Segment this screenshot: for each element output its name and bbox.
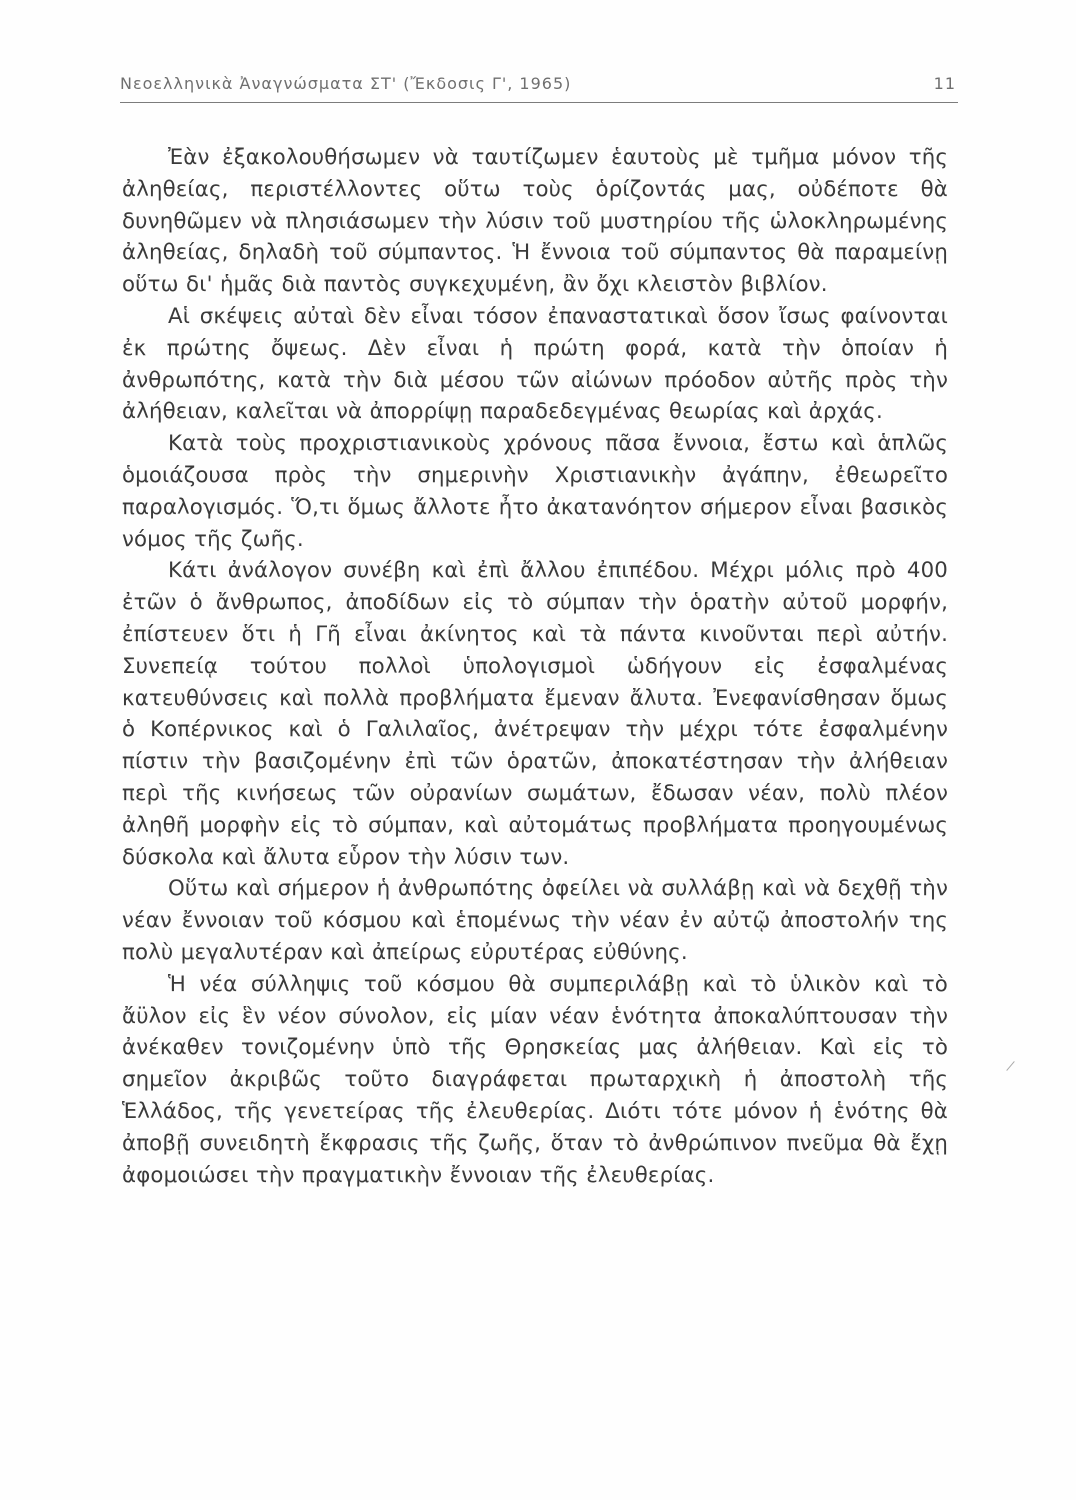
margin-mark xyxy=(1006,1061,1014,1071)
paragraph: Ἐὰν ἐξακολουθήσωμεν νὰ ταυτίζωμεν ἑαυτοὺς μὲ τμῆμα μόνον τῆς ἀληθείας, περιστέλλοντες οὕτω τοὺς ὁρίζοντάς μας, οὐδέποτε θὰ δυνηθῶμεν νὰ πλησιάσωμεν τὴν λύσιν τοῦ μυστηρίου τῆς ὡλοκληρωμένης ἀληθείας, δηλαδὴ τοῦ σύμπαντος. Ἡ ἔννοια τοῦ σύμπαντος θὰ παραμείνῃ οὕτω δι' ἡμᾶς διὰ παντὸς συγκεχυμένη, ἂν ὄχι κλειστὸν βιβλίον. xyxy=(122,145,948,298)
paragraph: Κάτι ἀνάλογον συνέβη καὶ ἐπὶ ἄλλου ἐπιπέδου. Μέχρι μόλις πρὸ 400 ἐτῶν ὁ ἄνθρωπος, ἀποδίδων εἰς τὸ σύμπαν τὴν ὁρατὴν αὐτοῦ μορφήν, ἐπίστευεν ὅτι ἡ Γῆ εἶναι ἀκίνητος καὶ τὰ πάντα κινοῦνται περὶ αὐτήν. Συνεπείᾳ τούτου πολλοὶ ὑπολογισμοὶ ὡδήγουν εἰς ἐσφαλμένας κατευθύνσεις καὶ πολλὰ προβλήματα ἔμεναν ἄλυτα. Ἐνεφανίσθησαν ὅμως ὁ Κοπέρνικος καὶ ὁ Γαλιλαῖος, ἀνέτρεψαν τὴν μέχρι τότε ἐσφαλμένην πίστιν τὴν βασιζομένην ἐπὶ τῶν ὁρατῶν, ἀποκατέστησαν τὴν ἀλήθειαν περὶ τῆς κινήσεως τῶν οὐρανίων σωμάτων, ἔδωσαν νέαν, πολὺ πλέον ἀληθῆ μορφὴν εἰς τὸ σύμπαν, καὶ αὐτομάτως προβλήματα προηγουμένως δύσκολα καὶ ἄλυτα εὗρον τὴν λύσιν των. xyxy=(122,558,948,870)
paragraph: Οὕτω καὶ σήμερον ἡ ἀνθρωπότης ὀφείλει νὰ συλλάβῃ καὶ νὰ δεχθῇ τὴν νέαν ἔννοιαν τοῦ κόσμου καὶ ἑπομένως τὴν νέαν ἐν αὐτῷ ἀποστολήν της πολὺ μεγαλυτέραν καὶ ἀπείρως εὐρυτέρας εὐθύνης. xyxy=(122,876,948,965)
running-title: Νεοελληνικὰ Ἀναγνώσματα ΣΤ' (Ἔκδοσις Γ', 1965) xyxy=(120,74,572,93)
running-header xyxy=(120,74,958,103)
paragraph: Κατὰ τοὺς προχριστιανικοὺς χρόνους πᾶσα ἔννοια, ἔστω καὶ ἁπλῶς ὁμοιάζουσα πρὸς τὴν σημερινὴν Χριστιανικὴν ἀγάπην, ἐθεωρεῖτο παραλογισμός. Ὅ,τι ὅμως ἄλλοτε ἦτο ἀκατανόητον σήμερον εἶναι βασικὸς νόμος τῆς ζωῆς. xyxy=(122,431,948,552)
paragraph: Αἱ σκέψεις αὐταὶ δὲν εἶναι τόσον ἐπαναστατικαὶ ὅσον ἴσως φαίνονται ἐκ πρώτης ὄψεως. Δὲν εἶναι ἡ πρώτη φορά, κατὰ τὴν ὁποίαν ἡ ἀνθρωπότης, κατὰ τὴν διὰ μέσου τῶν αἰώνων πρόοδον αὐτῆς πρὸς τὴν ἀλήθειαν, καλεῖται νὰ ἀπορρίψῃ παραδεδεγμένας θεωρίας καὶ ἀρχάς. xyxy=(122,303,948,425)
body-text xyxy=(122,142,948,1191)
page-number: 11 xyxy=(933,74,956,93)
paragraph: Ἡ νέα σύλληψις τοῦ κόσμου θὰ συμπεριλάβῃ καὶ τὸ ὑλικὸν καὶ τὸ ἄϋλον εἰς ἓν νέον σύνολον, εἰς μίαν νέαν ἑνότητα ἀποκαλύπτουσαν τὴν ἀνέκαθεν τονιζομένην ὑπὸ τῆς Θρησκείας μας ἀλήθειαν. Καὶ εἰς τὸ σημεῖον ἀκριβῶς τοῦτο διαγράφεται πρωταρχικὴ ἡ ἀποστολὴ τῆς Ἑλλάδος, τῆς γενετείρας τῆς ἐλευθερίας. Διότι τότε μόνον ἡ ἑνότης θὰ ἀποβῇ συνειδητὴ ἔκφρασις τῆς ζωῆς, ὅταν τὸ ἀνθρώπινον πνεῦμα θὰ ἔχῃ ἀφομοιώσει τὴν πραγματικὴν ἔννοιαν τῆς ἐλευθερίας. xyxy=(122,971,948,1188)
